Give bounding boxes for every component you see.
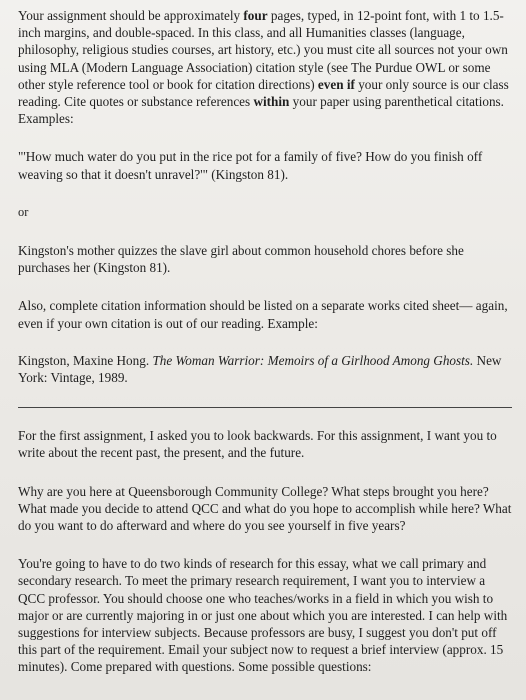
req-bold-four: four	[243, 8, 268, 23]
req-text-3: your only source is our class reading. Cite quotes or substance references	[18, 76, 509, 110]
works-cited-paragraph: Also, complete citation information should be listed on a separate works cited sheet— again, even if your own citation is out of our reading. Example:	[18, 298, 508, 331]
works-cited-example	[18, 352, 512, 386]
why-here-paragraph: Why are you here at Queensborough Community College? What steps brought you here? What made you decide to attend QCC and what do you hope to accomplish while here? What do you want to do afterward and where do you see yourself in five years?	[18, 483, 512, 534]
first-assignment-paragraph: For the first assignment, I asked you to look backwards. For this assignment, I want you to write about the recent past, the present, and the future.	[18, 428, 497, 461]
or-separator: or	[18, 204, 29, 219]
paraphrase-example: Kingston's mother quizzes the slave girl about common household chores before she purchases her (Kingston 81).	[18, 243, 464, 276]
req-bold-even-if: even if	[317, 76, 355, 92]
assignment-requirements-paragraph	[18, 7, 512, 127]
req-text-1: Your assignment should be approximately	[18, 8, 244, 23]
citation-publisher: New York: Vintage, 1989.	[18, 352, 502, 386]
req-text-2: pages, typed, in 12-point font, with 1 to 1.5-inch margins, and double-spaced. In this class, and all Humanities classes (language, philosophy, religious studies courses, art history, etc.) you must cite all sources not your own using MLA (Modern Language Association) citation style (see The Purdue OWL or some other style reference tool or book for citation directions)	[18, 8, 508, 92]
citation-author: Kingston, Maxine Hong.	[18, 352, 153, 368]
citation-title: The Woman Warrior: Memoirs of a Girlhood Among Ghosts.	[152, 352, 474, 368]
quote-example: "'How much water do you put in the rice pot for a family of five? How do you finish off weaving so that it doesn't unravel?'" (Kingston 81).	[18, 149, 483, 182]
req-bold-within: within	[253, 94, 290, 110]
req-text-4: your paper using parenthetical citations. Examples:	[18, 94, 504, 127]
section-divider	[18, 407, 512, 408]
research-paragraph: You're going to have to do two kinds of research for this essay, what we call primary and secondary research. To meet the primary research requirement, I want you to interview a QCC professor. You should choose one who teaches/works in a field in which you wish to major or are currently majoring in or just one about which you are interested. I can help with suggestions for interview subjects. Because professors are busy, I suggest you don't put off this part of the requirement. Email your subject now to request a brief interview (approx. 15 minutes). Come prepared with questions. Some possible questions:	[18, 556, 508, 675]
